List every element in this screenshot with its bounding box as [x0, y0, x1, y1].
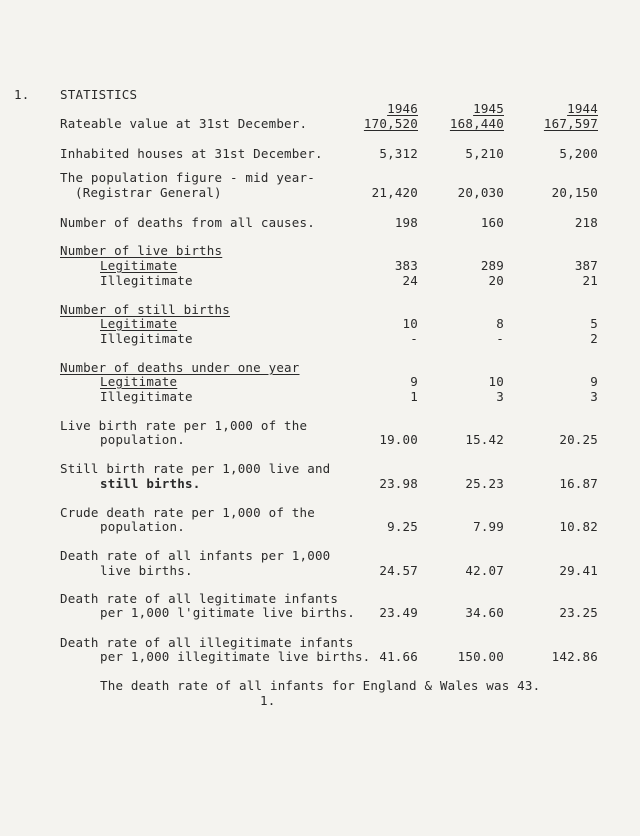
year-header-1945: 1945	[473, 101, 504, 116]
cell-value: 2	[590, 331, 598, 346]
cell-value: 24	[402, 273, 418, 288]
rate-label-crude-death-2: population.	[100, 519, 185, 534]
rate-label-legit-infant-2: per 1,000 l'gitimate live births.	[100, 605, 355, 620]
cell-value: 160	[480, 215, 504, 230]
rate-label-legit-infant: Death rate of all legitimate infants	[60, 591, 339, 606]
cell-value: 1	[410, 389, 418, 404]
cell-value: 289	[480, 258, 504, 273]
row-label-inhabited-houses: Inhabited houses at 31st December.	[60, 146, 323, 161]
section-title: STATISTICS	[60, 87, 138, 102]
cell-value: 42.07	[465, 563, 504, 578]
cell-value: 170,520	[363, 116, 418, 131]
cell-value: 3	[590, 389, 598, 404]
cell-value: -	[410, 331, 418, 346]
row-label-live-legitimate: Legitimate	[100, 258, 178, 273]
cell-value: 7.99	[473, 519, 504, 534]
year-header-1944: 1944	[567, 101, 598, 116]
row-label-infant-illegitimate: Illegitimate	[100, 389, 193, 404]
cell-value: 23.25	[559, 605, 598, 620]
cell-value: 20,150	[551, 185, 598, 200]
cell-value: 23.49	[379, 605, 418, 620]
rate-label-illegit-infant-2: per 1,000 illegitimate live births.	[100, 649, 371, 664]
rate-label-crude-death: Crude death rate per 1,000 of the	[60, 505, 315, 520]
cell-value: 21,420	[371, 185, 418, 200]
row-label-rateable-value: Rateable value at 31st December.	[60, 116, 308, 131]
rate-label-illegit-infant: Death rate of all illegitimate infants	[60, 635, 354, 650]
cell-value: 21	[582, 273, 598, 288]
cell-value: 10	[488, 374, 504, 389]
row-label-deaths-all-causes: Number of deaths from all causes.	[60, 215, 315, 230]
cell-value: 20	[488, 273, 504, 288]
cell-value: 8	[496, 316, 504, 331]
cell-value: 16.87	[559, 476, 598, 491]
cell-value: -	[496, 331, 504, 346]
cell-value: 10	[402, 316, 418, 331]
cell-value: 5	[590, 316, 598, 331]
cell-value: 24.57	[379, 563, 418, 578]
rate-label-infant-death-2: live births.	[100, 563, 193, 578]
cell-value: 142.86	[551, 649, 598, 664]
cell-value: 168,440	[449, 116, 504, 131]
cell-value: 20.25	[559, 432, 598, 447]
cell-value: 5,200	[559, 146, 598, 161]
row-label-infant-legitimate: Legitimate	[100, 374, 178, 389]
cell-value: 9.25	[387, 519, 418, 534]
rate-label-live-birth: Live birth rate per 1,000 of the	[60, 418, 308, 433]
footnote: The death rate of all infants for England & Wales was 43.	[100, 678, 541, 693]
rate-label-live-birth-2: population.	[100, 432, 185, 447]
cell-value: 23.98	[379, 476, 418, 491]
heading-still-births: Number of still births	[60, 302, 230, 317]
row-label-population-source: (Registrar General)	[75, 185, 222, 200]
cell-value: 9	[410, 374, 418, 389]
cell-value: 383	[394, 258, 418, 273]
row-label-still-illegitimate: Illegitimate	[100, 331, 193, 346]
cell-value: 167,597	[543, 116, 598, 131]
row-label-still-legitimate: Legitimate	[100, 316, 178, 331]
cell-value: 3	[496, 389, 504, 404]
year-header-1946: 1946	[387, 101, 418, 116]
row-label-population: The population figure - mid year-	[60, 170, 315, 185]
cell-value: 34.60	[465, 605, 504, 620]
heading-infant-deaths: Number of deaths under one year	[60, 360, 300, 375]
cell-value: 218	[574, 215, 598, 230]
section-number: 1.	[14, 87, 30, 102]
row-label-live-illegitimate: Illegitimate	[100, 273, 193, 288]
heading-live-births: Number of live births	[60, 243, 223, 258]
cell-value: 387	[574, 258, 598, 273]
cell-value: 25.23	[465, 476, 504, 491]
cell-value: 5,312	[379, 146, 418, 161]
rate-label-still-birth: Still birth rate per 1,000 live and	[60, 461, 331, 476]
rate-label-still-birth-2: still births.	[100, 476, 201, 491]
cell-value: 19.00	[379, 432, 418, 447]
cell-value: 10.82	[559, 519, 598, 534]
cell-value: 20,030	[457, 185, 504, 200]
cell-value: 29.41	[559, 563, 598, 578]
cell-value: 9	[590, 374, 598, 389]
cell-value: 15.42	[465, 432, 504, 447]
cell-value: 150.00	[457, 649, 504, 664]
rate-label-infant-death: Death rate of all infants per 1,000	[60, 548, 331, 563]
cell-value: 198	[394, 215, 418, 230]
page-number: 1.	[260, 693, 276, 708]
cell-value: 41.66	[379, 649, 418, 664]
cell-value: 5,210	[465, 146, 504, 161]
